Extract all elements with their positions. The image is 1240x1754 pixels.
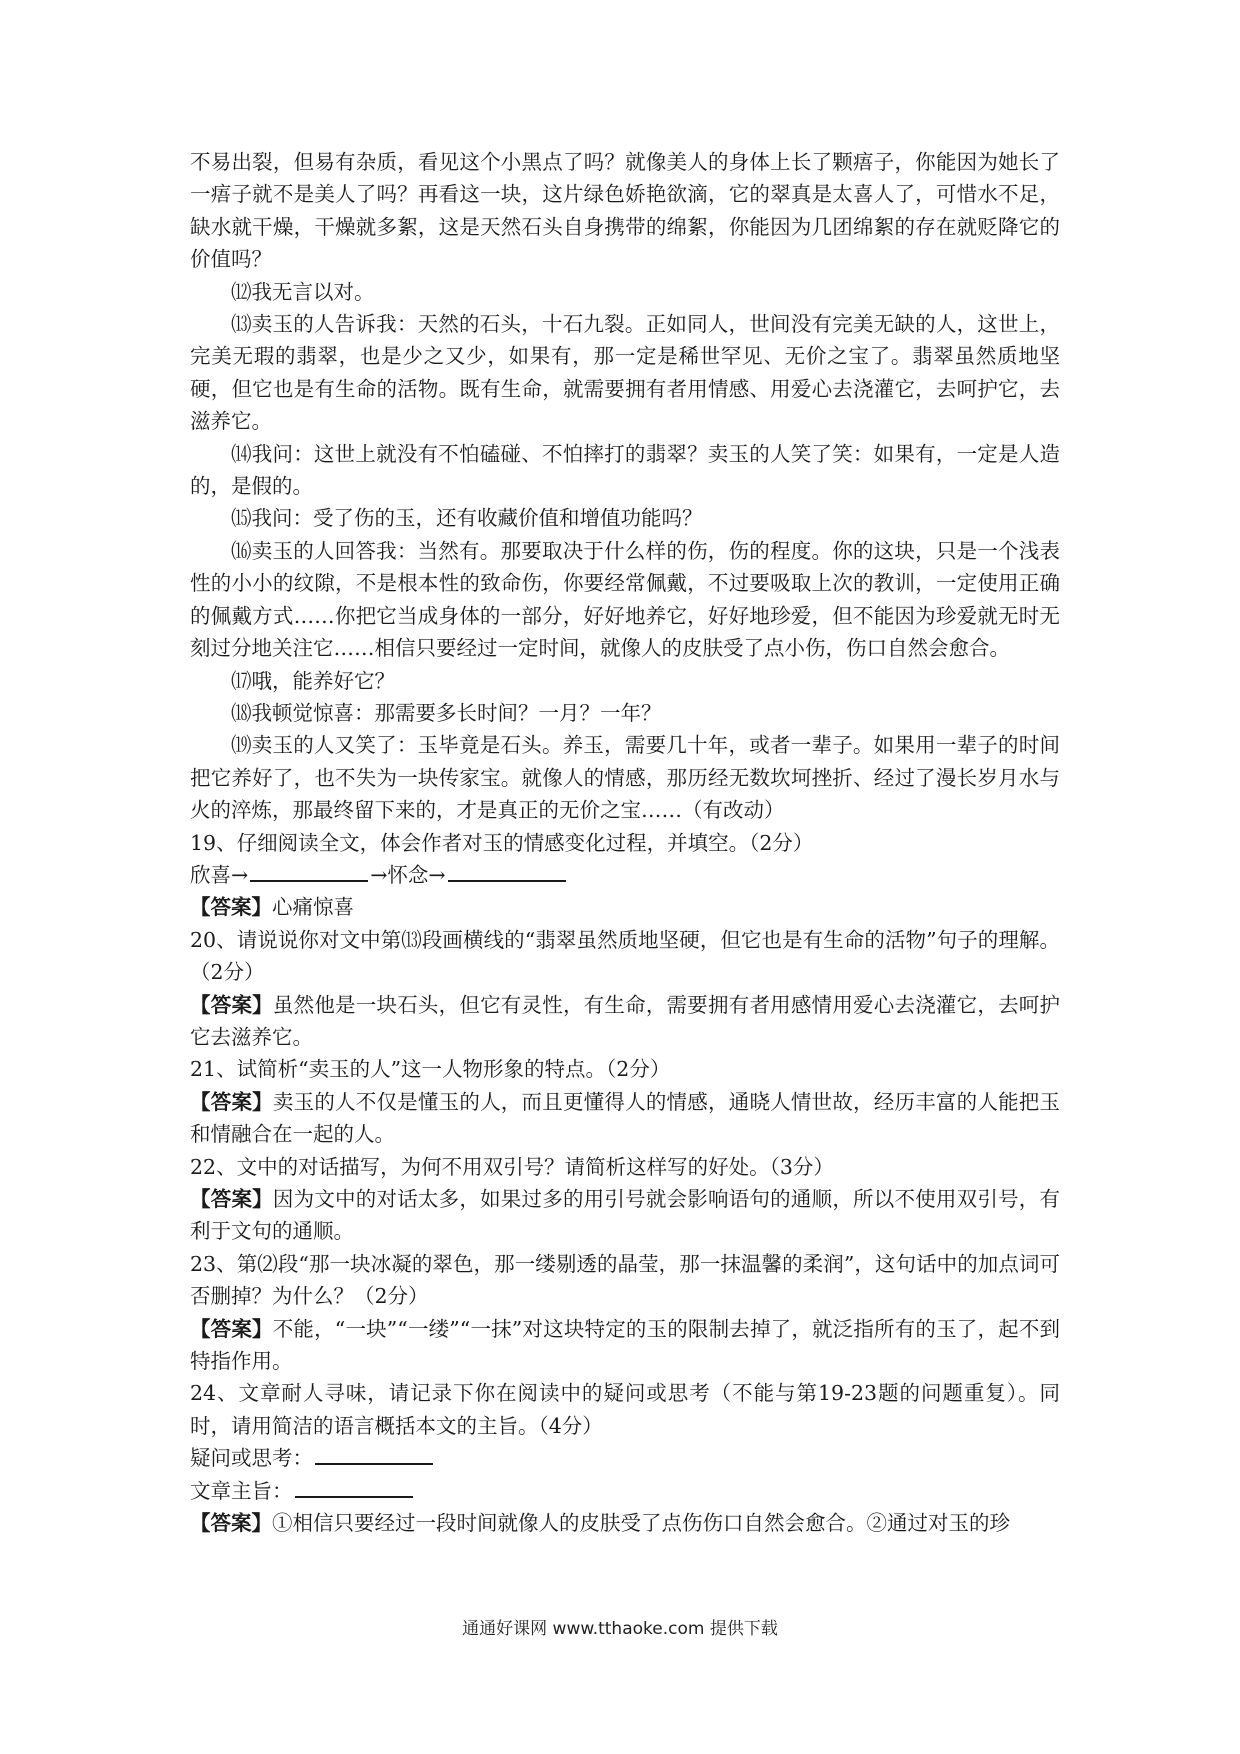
question-23: 23、第⑵段“那一块冰凝的翠色，那一缕剔透的晶莹，那一抹温馨的柔润”，这句话中的加点词可否删掉？为什么？（2分） xyxy=(190,1251,1060,1309)
question-19: 19、仔细阅读全文，体会作者对玉的情感变化过程，并填空。（2分） xyxy=(190,830,814,855)
page-footer: 通通好课网 www.tthaoke.com 提供下载 xyxy=(462,1619,778,1639)
answer-21: 【答案】卖玉的人不仅是懂玉的人，而且更懂得人的情感，通晓人情世故，经历丰富的人能把玉和情融合在一起的人。 xyxy=(190,1089,1061,1147)
passage-paragraph: ⒄哦，能养好它？ xyxy=(231,668,395,693)
answer-24: 【答案】①相信只要经过一段时间就像人的皮肤受了点伤伤口自然会愈合。②通过对玉的珍 xyxy=(190,1511,1010,1536)
answer-blank[interactable] xyxy=(448,860,566,882)
passage-paragraph: ⒆卖玉的人又笑了：玉毕竟是石头。养玉，需要几十年，或者一辈子。如果用一辈子的时间把它养好了，也不失为一块传家宝。就像人的情感，那历经无数坎坷挫折、经过了漫长岁月水与火的淬炼，那最终留下来的，才是真正的无价之宝……（有改动） xyxy=(190,733,1060,823)
passage-paragraph: ⒀卖玉的人告诉我：天然的石头，十石九裂。正如同人，世间没有完美无缺的人，这世上，完美无瑕的翡翠，也是少之又少，如果有，那一定是稀世罕见、无价之宝了。翡翠虽然质地坚硬，但它也是有生命的活物。既有生命，就需要拥有者用情感、用爱心去浇灌它，去呵护它，去滋养它。 xyxy=(190,312,1060,434)
question-24-theme: 文章主旨： xyxy=(190,1475,1060,1507)
reading-passage xyxy=(190,146,1060,827)
answer-blank[interactable] xyxy=(250,860,368,882)
passage-paragraph: ⒁我问：这世上就没有不怕磕碰、不怕摔打的翡翠？卖玉的人笑了笑：如果有，一定是人造的，是假的。 xyxy=(190,441,1060,499)
passage-paragraph: ⒃卖玉的人回答我：当然有。那要取决于什么样的伤，伤的程度。你的这块，只是一个浅表性的小小的纹隙，不是根本性的致命伤，你要经常佩戴，不过要吸取上次的教训，一定使用正确的佩戴方式……你把它当成身体的一部分，好好地养它，好好地珍爱，但不能因为珍爱就无时无刻过分地关注它……相信只要经过一定时间，就像人的皮肤受了点小伤，伤口自然会愈合。 xyxy=(190,538,1060,661)
question-22: 22、文中的对话描写，为何不用双引号？请简析这样写的好处。（3分） xyxy=(190,1154,834,1179)
answer-23: 【答案】不能，“一块”“一缕”“一抹”对这块特定的玉的限制去掉了，就泛指所有的玉了，起不到特指作用。 xyxy=(190,1316,1060,1374)
passage-paragraph: ⒂我问：受了伤的玉，还有收藏价值和增值功能吗？ xyxy=(231,506,703,531)
answer-blank[interactable] xyxy=(295,1476,413,1498)
answer-blank[interactable] xyxy=(315,1443,433,1465)
passage-paragraph: ⒅我顿觉惊喜：那需要多长时间？一月？一年？ xyxy=(231,700,662,725)
question-21: 21、试简析“卖玉的人”这一人物形象的特点。（2分） xyxy=(190,1057,671,1082)
question-24-think: 疑问或思考： xyxy=(190,1442,1060,1474)
answer-20: 【答案】虽然他是一块石头，但它有灵性，有生命，需要拥有者用感情用爱心去浇灌它，去呵护它去滋养它。 xyxy=(190,992,1061,1049)
passage-paragraph: ⑿我无言以对。 xyxy=(231,279,375,304)
answer-22: 【答案】因为文中的对话太多，如果过多的用引号就会影响语句的通顺，所以不使用双引号，有利于文句的通顺。 xyxy=(190,1187,1061,1244)
passage-paragraph: 不易出裂，但易有杂质，看见这个小黑点了吗？就像美人的身体上长了颗痦子，你能因为她长了一痦子就不是美人了吗？再看这一块，这片绿色娇艳欲滴，它的翠真是太喜人了，可惜水不足，缺水就干燥，干燥就多絮，这是天然石头自身携带的绵絮，你能因为几团绵絮的存在就贬降它的价值吗？ xyxy=(190,150,1060,272)
question-24: 24、文章耐人寻味，请记录下你在阅读中的疑问或思考（不能与第19-23题的问题重复）。同时，请用简洁的语言概括本文的主旨。（4分） xyxy=(190,1381,1060,1438)
answer-19: 【答案】心痛惊喜 xyxy=(190,895,354,920)
question-19-fill: 欣喜→ →怀念→ xyxy=(190,859,1060,891)
document-body xyxy=(190,146,1060,1539)
question-20: 20、请说说你对文中第⒀段画横线的“翡翠虽然质地坚硬，但它也是有生命的活物”句子的理解。（2分） xyxy=(190,927,1060,985)
